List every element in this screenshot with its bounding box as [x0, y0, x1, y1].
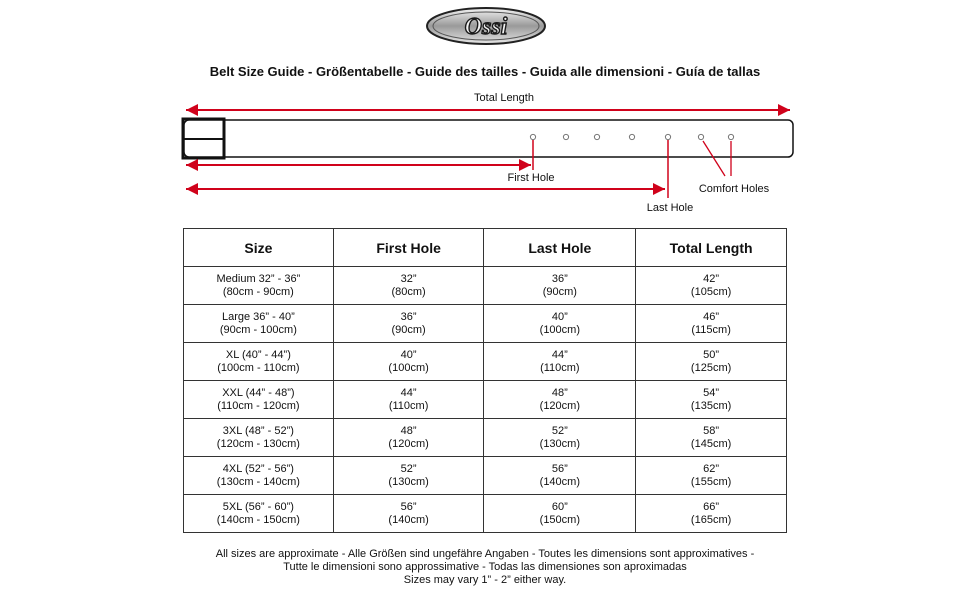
table-row: [184, 305, 787, 343]
comfort-hole: [698, 134, 703, 139]
size-cell: 3XL (48” - 52”) (120cm - 130cm): [184, 419, 334, 457]
first-hole-cell: 48” (120cm): [333, 419, 484, 457]
page-title: Belt Size Guide - Größentabelle - Guide des tailles - Guida alle dimensioni - Guía de tallas: [209, 64, 761, 79]
table-row: [184, 419, 787, 457]
first-hole-label: First Hole: [507, 172, 555, 184]
disclaimer: [0, 548, 970, 587]
total-length-label: Total Length: [474, 92, 534, 104]
last-hole-cell: 36” (90cm): [484, 267, 636, 305]
last-hole-cell: 44” (110cm): [484, 343, 636, 381]
size-cell: XXL (44” - 48”) (110cm - 120cm): [184, 381, 334, 419]
last-hole-cell: 60” (150cm): [484, 495, 636, 533]
size-cell: 5XL (56” - 60”) (140cm - 150cm): [184, 495, 334, 533]
total-length-cell: 46” (115cm): [636, 305, 787, 343]
belt-hole: [629, 134, 634, 139]
size-cell: 4XL (52” - 56”) (130cm - 140cm): [184, 457, 334, 495]
header-first-hole: First Hole: [333, 229, 484, 267]
total-length-cell: 66” (165cm): [636, 495, 787, 533]
header-total-length: Total Length: [636, 229, 787, 267]
table-row: [184, 495, 787, 533]
comfort-hole: [728, 134, 733, 139]
header-size: Size: [184, 229, 334, 267]
first-hole-cell: 56” (140cm): [333, 495, 484, 533]
last-hole-cell: 48” (120cm): [484, 381, 636, 419]
total-length-cell: 42” (105cm): [636, 267, 787, 305]
last-hole: [665, 134, 670, 139]
brand-logo-text: Ossi: [464, 14, 508, 40]
table-header-row: [184, 229, 787, 267]
last-hole-cell: 56” (140cm): [484, 457, 636, 495]
table-row: [184, 343, 787, 381]
table-row: [184, 457, 787, 495]
total-length-cell: 62” (155cm): [636, 457, 787, 495]
belt-hole: [563, 134, 568, 139]
table-row: [184, 381, 787, 419]
total-length-cell: 58” (145cm): [636, 419, 787, 457]
last-hole-cell: 52” (130cm): [484, 419, 636, 457]
last-hole-cell: 40” (100cm): [484, 305, 636, 343]
first-hole-cell: 32” (80cm): [333, 267, 484, 305]
first-hole-cell: 36” (90cm): [333, 305, 484, 343]
disclaimer-line: All sizes are approximate - Alle Größen sind ungefähre Angaben - Toutes les dimensions sont approximatives -: [215, 548, 755, 560]
first-hole-cell: 44” (110cm): [333, 381, 484, 419]
size-cell: Medium 32” - 36” (80cm - 90cm): [184, 267, 334, 305]
table-row: [184, 267, 787, 305]
belt-hole: [594, 134, 599, 139]
first-hole-cell: 52” (130cm): [333, 457, 484, 495]
total-length-cell: 50” (125cm): [636, 343, 787, 381]
disclaimer-line: Tutte le dimensioni sono approssimative - Todas las dimensiones son aproximadas: [283, 561, 687, 573]
size-cell: XL (40” - 44”) (100cm - 110cm): [184, 343, 334, 381]
first-hole-cell: 40” (100cm): [333, 343, 484, 381]
header-last-hole: Last Hole: [484, 229, 636, 267]
total-length-cell: 54” (135cm): [636, 381, 787, 419]
last-hole-label: Last Hole: [646, 202, 694, 214]
disclaimer-line: Sizes may vary 1” - 2” either way.: [403, 574, 567, 586]
belt-diagram: [0, 0, 970, 225]
first-hole: [530, 134, 535, 139]
size-table: [183, 228, 787, 533]
comfort-holes-label: Comfort Holes: [698, 183, 770, 195]
size-cell: Large 36” - 40” (90cm - 100cm): [184, 305, 334, 343]
